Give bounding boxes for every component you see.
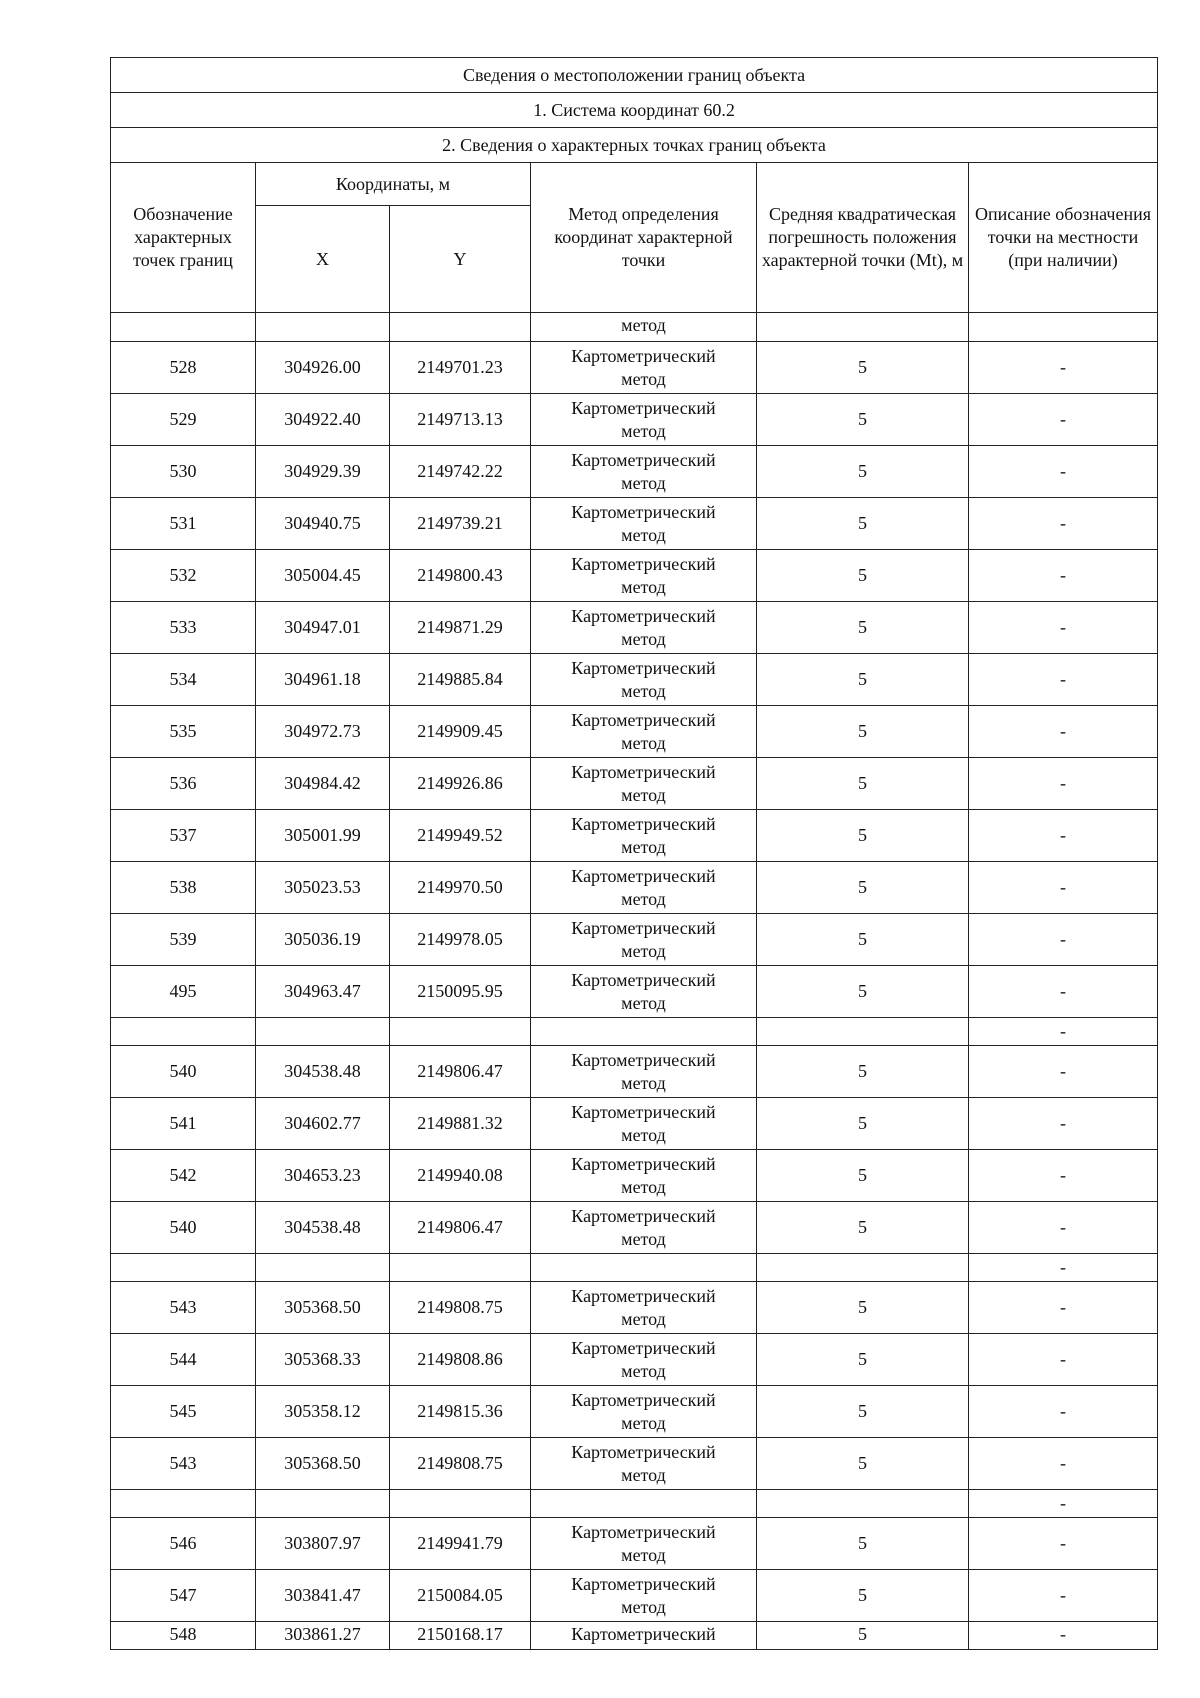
table-row xyxy=(111,1570,1158,1622)
cell-x: 305368.33 xyxy=(256,1334,390,1386)
method-line-2: метод xyxy=(621,524,666,545)
cell-method xyxy=(531,1150,757,1202)
cell-error: 5 xyxy=(757,446,969,498)
separator-row xyxy=(111,1018,1158,1046)
cell-empty xyxy=(390,313,531,342)
cell-method xyxy=(531,1622,757,1650)
cell-method xyxy=(531,1438,757,1490)
cell-description: - xyxy=(969,1622,1158,1650)
cell-empty xyxy=(256,1018,390,1046)
cell-empty xyxy=(390,1490,531,1518)
cell-y: 2149949.52 xyxy=(390,810,531,862)
cell-x: 304929.39 xyxy=(256,446,390,498)
cell-description: - xyxy=(969,602,1158,654)
cell-empty xyxy=(256,1490,390,1518)
method-line-1: Картометрический xyxy=(571,1205,716,1226)
cell-point-id: 537 xyxy=(111,810,256,862)
cell-error: 5 xyxy=(757,758,969,810)
cell-error: 5 xyxy=(757,706,969,758)
cell-point-id: 547 xyxy=(111,1570,256,1622)
cell-point-id: 541 xyxy=(111,1098,256,1150)
table-row xyxy=(111,1622,1158,1650)
method-line-1: Картометрический xyxy=(571,865,716,886)
cell-description: - xyxy=(969,446,1158,498)
cell-empty xyxy=(969,313,1158,342)
cell-method xyxy=(531,654,757,706)
cell-x: 304602.77 xyxy=(256,1098,390,1150)
method-line-1: Картометрический xyxy=(571,761,716,782)
cell-y: 2149742.22 xyxy=(390,446,531,498)
cell-error: 5 xyxy=(757,966,969,1018)
cell-description: - xyxy=(969,1254,1158,1282)
header-error: Средняя квадратическая погрешность положения характерной точки (Mt), м xyxy=(757,163,969,313)
method-line-1: Картометрический xyxy=(571,1389,716,1410)
cell-method xyxy=(531,1046,757,1098)
method-line-1: Картометрический xyxy=(571,1624,716,1644)
cell-description: - xyxy=(969,1490,1158,1518)
table-row xyxy=(111,1202,1158,1254)
header-y: Y xyxy=(390,206,531,313)
cell-x: 303807.97 xyxy=(256,1518,390,1570)
cell-error: 5 xyxy=(757,1098,969,1150)
method-line-2: метод xyxy=(621,992,666,1013)
cell-empty xyxy=(531,1254,757,1282)
method-line-2: метод xyxy=(621,1596,666,1617)
cell-empty xyxy=(390,1254,531,1282)
cell-method xyxy=(531,1570,757,1622)
cell-method xyxy=(531,1334,757,1386)
cell-x: 305004.45 xyxy=(256,550,390,602)
cell-description: - xyxy=(969,550,1158,602)
cell-error: 5 xyxy=(757,342,969,394)
table-title-row xyxy=(111,58,1158,93)
separator-row xyxy=(111,1254,1158,1282)
cell-empty xyxy=(531,1490,757,1518)
cell-error: 5 xyxy=(757,1386,969,1438)
method-line-1: Картометрический xyxy=(571,1573,716,1594)
cell-point-id: 545 xyxy=(111,1386,256,1438)
method-line-1: Картометрический xyxy=(571,657,716,678)
method-line-1: Картометрический xyxy=(571,553,716,574)
method-line-1: Картометрический xyxy=(571,345,716,366)
table-row xyxy=(111,1150,1158,1202)
cell-description: - xyxy=(969,1150,1158,1202)
cell-y: 2149909.45 xyxy=(390,706,531,758)
table-row xyxy=(111,966,1158,1018)
table-row xyxy=(111,706,1158,758)
method-line-2: метод xyxy=(621,420,666,441)
cell-x: 304926.00 xyxy=(256,342,390,394)
coord-system-row xyxy=(111,93,1158,128)
cell-y: 2149871.29 xyxy=(390,602,531,654)
cell-error: 5 xyxy=(757,1334,969,1386)
header-row-1 xyxy=(111,163,1158,206)
cell-point-id: 543 xyxy=(111,1282,256,1334)
cell-description: - xyxy=(969,1438,1158,1490)
method-line-1: Картометрический xyxy=(571,397,716,418)
cell-point-id: 539 xyxy=(111,914,256,966)
cell-method xyxy=(531,602,757,654)
cell-description: - xyxy=(969,966,1158,1018)
method-line-2: метод xyxy=(621,732,666,753)
cell-empty xyxy=(256,1254,390,1282)
table-row xyxy=(111,1046,1158,1098)
cell-point-id: 535 xyxy=(111,706,256,758)
cell-y: 2149881.32 xyxy=(390,1098,531,1150)
method-line-1: Картометрический xyxy=(571,969,716,990)
cell-y: 2149978.05 xyxy=(390,914,531,966)
cell-method xyxy=(531,966,757,1018)
table-row xyxy=(111,1438,1158,1490)
table-row xyxy=(111,602,1158,654)
method-line-2: метод xyxy=(621,680,666,701)
cell-y: 2149885.84 xyxy=(390,654,531,706)
cell-point-id: 533 xyxy=(111,602,256,654)
method-line-2: метод xyxy=(621,836,666,857)
cell-description: - xyxy=(969,1018,1158,1046)
cell-method xyxy=(531,1386,757,1438)
table-row xyxy=(111,1098,1158,1150)
method-line-2: метод xyxy=(621,940,666,961)
separator-row xyxy=(111,1490,1158,1518)
cell-point-id: 531 xyxy=(111,498,256,550)
cell-description: - xyxy=(969,1046,1158,1098)
cell-description: - xyxy=(969,810,1158,862)
cell-error: 5 xyxy=(757,1202,969,1254)
cell-y: 2149800.43 xyxy=(390,550,531,602)
cell-y: 2149941.79 xyxy=(390,1518,531,1570)
cell-y: 2149806.47 xyxy=(390,1202,531,1254)
table-row xyxy=(111,758,1158,810)
method-line-2: метод xyxy=(621,1412,666,1433)
cell-x: 304947.01 xyxy=(256,602,390,654)
table-row xyxy=(111,1282,1158,1334)
table-row xyxy=(111,1334,1158,1386)
cell-point-id: 548 xyxy=(111,1622,256,1650)
cell-y: 2149808.75 xyxy=(390,1282,531,1334)
coord-system-title: 1. Система координат 60.2 xyxy=(111,93,1158,128)
cell-description: - xyxy=(969,706,1158,758)
cell-x: 305036.19 xyxy=(256,914,390,966)
cell-error: 5 xyxy=(757,914,969,966)
cell-y: 2149701.23 xyxy=(390,342,531,394)
cell-error: 5 xyxy=(757,654,969,706)
method-line-2: метод xyxy=(621,368,666,389)
cell-y: 2150084.05 xyxy=(390,1570,531,1622)
cell-error: 5 xyxy=(757,602,969,654)
cell-x: 305023.53 xyxy=(256,862,390,914)
cell-x: 303841.47 xyxy=(256,1570,390,1622)
method-line-2: метод xyxy=(621,1464,666,1485)
cell-point-id: 534 xyxy=(111,654,256,706)
cell-description: - xyxy=(969,758,1158,810)
cell-error: 5 xyxy=(757,550,969,602)
method-line-1: Картометрический xyxy=(571,709,716,730)
header-method: Метод определения координат характерной точки xyxy=(531,163,757,313)
cell-empty xyxy=(757,313,969,342)
cell-y: 2149926.86 xyxy=(390,758,531,810)
cell-description: - xyxy=(969,654,1158,706)
method-line-2: метод xyxy=(621,1228,666,1249)
cell-x: 304922.40 xyxy=(256,394,390,446)
points-section-row xyxy=(111,128,1158,163)
cell-x: 305358.12 xyxy=(256,1386,390,1438)
cell-point-id: 543 xyxy=(111,1438,256,1490)
cell-description: - xyxy=(969,1386,1158,1438)
cell-point-id: 540 xyxy=(111,1046,256,1098)
cell-error: 5 xyxy=(757,1438,969,1490)
cell-point-id: 540 xyxy=(111,1202,256,1254)
document-page xyxy=(110,57,1157,1650)
cell-method xyxy=(531,550,757,602)
table-title: Сведения о местоположении границ объекта xyxy=(111,58,1158,93)
table-row xyxy=(111,498,1158,550)
cell-y: 2150095.95 xyxy=(390,966,531,1018)
cell-empty xyxy=(111,1018,256,1046)
cell-x: 304538.48 xyxy=(256,1202,390,1254)
cell-description: - xyxy=(969,342,1158,394)
cell-description: - xyxy=(969,914,1158,966)
cell-empty xyxy=(757,1490,969,1518)
cell-y: 2149739.21 xyxy=(390,498,531,550)
method-line-1: Картометрический xyxy=(571,449,716,470)
table-row xyxy=(111,446,1158,498)
cell-point-id: 546 xyxy=(111,1518,256,1570)
cell-method xyxy=(531,1282,757,1334)
cell-empty xyxy=(757,1018,969,1046)
cell-method xyxy=(531,914,757,966)
method-line-1: Картометрический xyxy=(571,1441,716,1462)
cell-x: 305368.50 xyxy=(256,1438,390,1490)
cell-method xyxy=(531,342,757,394)
cell-x: 304984.42 xyxy=(256,758,390,810)
cell-x: 304961.18 xyxy=(256,654,390,706)
method-line-1: Картометрический xyxy=(571,605,716,626)
cell-error: 5 xyxy=(757,1046,969,1098)
method-line-2: метод xyxy=(621,1544,666,1565)
cell-x: 304940.75 xyxy=(256,498,390,550)
cell-point-id: 532 xyxy=(111,550,256,602)
cell-x: 304963.47 xyxy=(256,966,390,1018)
header-x: X xyxy=(256,206,390,313)
cell-error: 5 xyxy=(757,1282,969,1334)
cell-empty xyxy=(111,1254,256,1282)
cell-error: 5 xyxy=(757,862,969,914)
cell-y: 2149808.86 xyxy=(390,1334,531,1386)
cell-error: 5 xyxy=(757,1570,969,1622)
table-row xyxy=(111,654,1158,706)
cell-description: - xyxy=(969,1098,1158,1150)
cell-method xyxy=(531,810,757,862)
cell-description: - xyxy=(969,1282,1158,1334)
cell-empty xyxy=(757,1254,969,1282)
cell-y: 2149713.13 xyxy=(390,394,531,446)
cell-point-id: 528 xyxy=(111,342,256,394)
cell-x: 304538.48 xyxy=(256,1046,390,1098)
cell-error: 5 xyxy=(757,1518,969,1570)
cell-method xyxy=(531,498,757,550)
method-line-2: метод xyxy=(621,628,666,649)
cell-x: 305001.99 xyxy=(256,810,390,862)
cell-method xyxy=(531,1098,757,1150)
table-row xyxy=(111,550,1158,602)
cell-empty xyxy=(111,313,256,342)
cell-method xyxy=(531,862,757,914)
cell-description: - xyxy=(969,1518,1158,1570)
cell-point-id: 495 xyxy=(111,966,256,1018)
cell-error: 5 xyxy=(757,810,969,862)
method-line-1: Картометрический xyxy=(571,501,716,522)
cell-description: - xyxy=(969,862,1158,914)
cell-description: - xyxy=(969,1334,1158,1386)
method-line-2: метод xyxy=(621,1308,666,1329)
table-row xyxy=(111,810,1158,862)
table-row xyxy=(111,914,1158,966)
cell-description: - xyxy=(969,394,1158,446)
method-line-2: метод xyxy=(621,576,666,597)
cell-x: 303861.27 xyxy=(256,1622,390,1650)
cell-error: 5 xyxy=(757,1150,969,1202)
table-row xyxy=(111,394,1158,446)
method-line-2: метод xyxy=(621,784,666,805)
cell-empty xyxy=(531,1018,757,1046)
header-description: Описание обозначения точки на местности (при наличии) xyxy=(969,163,1158,313)
cell-point-id: 536 xyxy=(111,758,256,810)
cell-description: - xyxy=(969,498,1158,550)
method-line-2: метод xyxy=(621,888,666,909)
cell-method xyxy=(531,394,757,446)
cell-y: 2149808.75 xyxy=(390,1438,531,1490)
table-row xyxy=(111,862,1158,914)
header-coordinates: Координаты, м xyxy=(256,163,531,206)
cell-point-id: 529 xyxy=(111,394,256,446)
continuation-row xyxy=(111,313,1158,342)
cell-y: 2149806.47 xyxy=(390,1046,531,1098)
cell-x: 304972.73 xyxy=(256,706,390,758)
method-line-1: Картометрический xyxy=(571,1521,716,1542)
boundary-points-table xyxy=(110,57,1158,1650)
cell-description: - xyxy=(969,1570,1158,1622)
cell-empty xyxy=(111,1490,256,1518)
cell-error: 5 xyxy=(757,394,969,446)
continuation-method: метод xyxy=(531,313,757,342)
method-line-2: метод xyxy=(621,472,666,493)
method-line-2: метод xyxy=(621,1124,666,1145)
method-line-1: Картометрический xyxy=(571,1337,716,1358)
cell-method xyxy=(531,446,757,498)
header-point-designation: Обозначение характерных точек границ xyxy=(111,163,256,313)
cell-y: 2149940.08 xyxy=(390,1150,531,1202)
cell-method xyxy=(531,1518,757,1570)
cell-point-id: 538 xyxy=(111,862,256,914)
cell-method xyxy=(531,1202,757,1254)
method-line-2: метод xyxy=(621,1176,666,1197)
method-line-1: Картометрический xyxy=(571,1101,716,1122)
method-line-1: Картометрический xyxy=(571,1285,716,1306)
cell-description: - xyxy=(969,1202,1158,1254)
cell-empty xyxy=(256,313,390,342)
cell-empty xyxy=(390,1018,531,1046)
cell-method xyxy=(531,706,757,758)
cell-x: 304653.23 xyxy=(256,1150,390,1202)
method-line-1: Картометрический xyxy=(571,1049,716,1070)
cell-point-id: 530 xyxy=(111,446,256,498)
cell-y: 2149815.36 xyxy=(390,1386,531,1438)
cell-y: 2150168.17 xyxy=(390,1622,531,1650)
cell-point-id: 542 xyxy=(111,1150,256,1202)
method-line-1: Картометрический xyxy=(571,813,716,834)
cell-error: 5 xyxy=(757,498,969,550)
method-line-1: Картометрический xyxy=(571,1153,716,1174)
table-row xyxy=(111,1386,1158,1438)
method-line-2: метод xyxy=(621,1360,666,1381)
table-row xyxy=(111,1518,1158,1570)
cell-error: 5 xyxy=(757,1622,969,1650)
cell-y: 2149970.50 xyxy=(390,862,531,914)
method-line-1: Картометрический xyxy=(571,917,716,938)
table-row xyxy=(111,342,1158,394)
cell-x: 305368.50 xyxy=(256,1282,390,1334)
cell-point-id: 544 xyxy=(111,1334,256,1386)
cell-method xyxy=(531,758,757,810)
method-line-2: метод xyxy=(621,1072,666,1093)
points-section-title: 2. Сведения о характерных точках границ объекта xyxy=(111,128,1158,163)
